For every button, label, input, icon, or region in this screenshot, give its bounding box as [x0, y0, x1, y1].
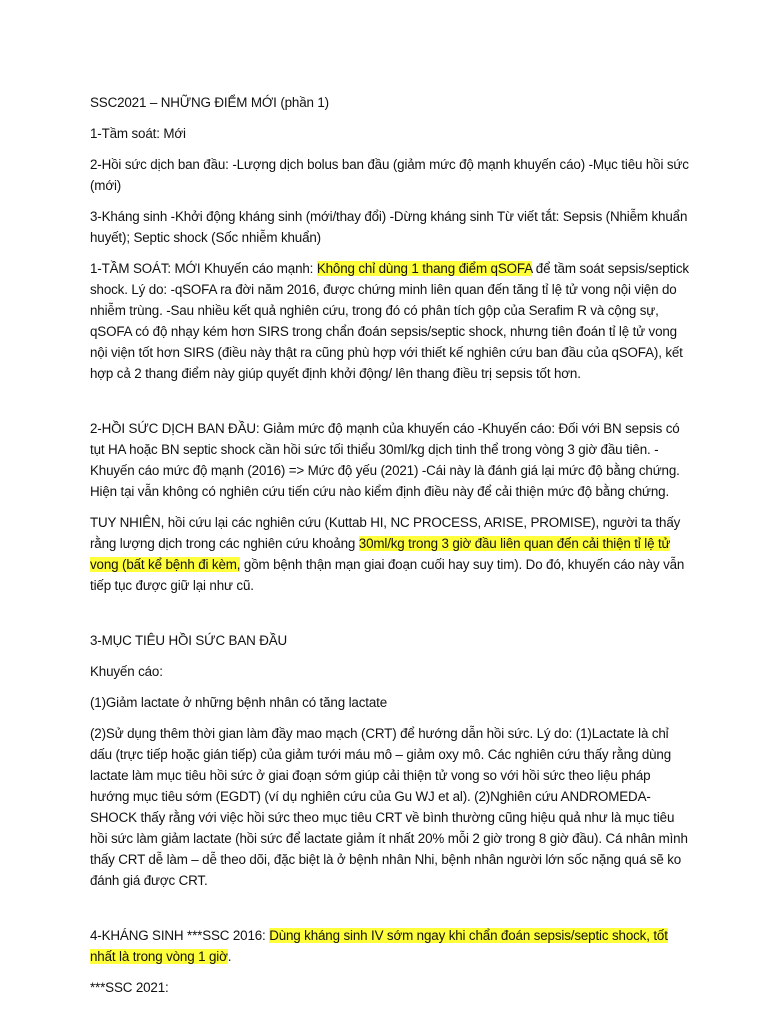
section-3-paragraph-1: (1)Giảm lactate ở những bệnh nhân có tăng lactate [90, 695, 387, 710]
section-2-paragraph-2 [90, 512, 692, 596]
section-4-paragraph-2: ***SSC 2021: [90, 980, 169, 995]
section-1-text-b: để tầm soát sepsis/septick shock. Lý do: -qSOFA ra đời năm 2016, được chứng minh liên quan đến tăng tỉ lệ tử vong nội viện do nhiễm trùng. -Sau nhiều kết quả nghiên cứu, trong đó có phân tích gộp của Serafim R và cộng sự, qSOFA có độ nhạy kém hơn SIRS trong chẩn đoán sepsis/septic shock, nhưng tiên đoán tỉ lệ tử vong nội viện tốt hơn SIRS (điều này thật ra cũng phù hợp với thiết kế nghiên cứu ban đầu của qSOFA), kết hợp cả 2 thang điểm này giúp quyết định khởi động/ lên thang điều trị sepsis tốt hơn. [90, 261, 689, 381]
document-title: SSC2021 – NHỮNG ĐIỂM MỚI (phần 1) [90, 95, 329, 110]
spacer [90, 606, 692, 630]
section-1-text-a: 1-TẦM SOÁT: MỚI Khuyến cáo mạnh: [90, 261, 317, 276]
section-1-highlight: Không chỉ dùng 1 thang điểm qSOFA [316, 261, 533, 276]
section-4-paragraph-1 [90, 925, 692, 967]
section-4-highlight: Dùng kháng sinh IV sớm ngay khi chẩn đoán sepsis/septic shock, tốt nhất là trong vòng 1 giờ [90, 928, 668, 964]
section-4-text-a: 4-KHÁNG SINH ***SSC 2016: [90, 928, 270, 943]
section-2-text-b: gồm bệnh thận mạn giai đoạn cuối hay suy tim). Do đó, khuyến cáo này vẫn tiếp tục được giữ lại như cũ. [90, 557, 685, 593]
section-3-heading: 3-MỤC TIÊU HỒI SỨC BAN ĐẦU [90, 633, 288, 648]
section-2-text-a: TUY NHIÊN, hồi cứu lại các nghiên cứu (Kuttab HI, NC PROCESS, ARISE, PROMISE), người ta thấy rằng lượng dịch trong các nghiên cứu khoảng [90, 515, 681, 551]
summary-item-3: 3-Kháng sinh -Khởi động kháng sinh (mới/thay đổi) -Dừng kháng sinh Từ viết tắt: Sepsis (Nhiễm khuẩn huyết); Septic shock (Sốc nhiễm khuẩn) [90, 209, 688, 245]
summary-item-1: 1-Tầm soát: Mới [90, 126, 186, 141]
summary-item-2: 2-Hồi sức dịch ban đầu: -Lượng dịch bolus ban đầu (giảm mức độ mạnh khuyến cáo) -Mục tiêu hồi sức (mới) [90, 157, 689, 193]
section-2-paragraph-1: 2-HỒI SỨC DỊCH BAN ĐẦU: Giảm mức độ mạnh của khuyến cáo -Khuyến cáo: Đối với BN sepsis có tụt HA hoặc BN septic shock cần hồi sức tối thiểu 30ml/kg dịch tinh thể trong vòng 3 giờ đầu tiên. -Khuyến cáo mức độ mạnh (2016) => Mức độ yếu (2021) -Cái này là đánh giá lại mức độ bằng chứng. Hiện tại vẫn không có nghiên cứu tiến cứu nào kiểm định điều này để cải thiện mức độ bằng chứng. [90, 421, 680, 499]
section-4-text-b: . [227, 949, 232, 964]
section-3-paragraph-2: (2)Sử dụng thêm thời gian làm đầy mao mạch (CRT) để hướng dẫn hồi sức. Lý do: (1)Lactate là chỉ dấu (trực tiếp hoặc gián tiếp) của giảm tưới máu mô – giảm oxy mô. Các nghiên cứu thấy rằng dùng lactate làm mục tiêu hồi sức ở giai đoạn sớm giúp cải thiện tử vong so với hồi sức theo liệu pháp hướng mục tiêu sớm (EGDT) (ví dụ nghiên cứu của Gu WJ et al). (2)Nghiên cứu ANDROMEDA-SHOCK thấy rằng với việc hồi sức theo mục tiêu CRT về bình thường cũng hiệu quả như là mục tiêu hồi sức làm giảm lactate (hồi sức để lactate giảm ít nhất 20% mỗi 2 giờ trong 8 giờ đầu). Cá nhân mình thấy CRT dễ làm – dễ theo dõi, đặc biệt là ở bệnh nhân Nhi, bệnh nhân người lớn sốc nặng quá sẽ ko đánh giá được CRT. [90, 726, 688, 888]
section-1-paragraph [90, 258, 692, 384]
spacer [90, 901, 692, 925]
spacer [90, 394, 692, 418]
section-3-label: Khuyến cáo: [90, 664, 163, 679]
section-2-highlight: 30ml/kg trong 3 giờ đầu liên quan đến cải thiện tỉ lệ tử vong (bất kể bệnh đi kèm, [90, 536, 671, 572]
